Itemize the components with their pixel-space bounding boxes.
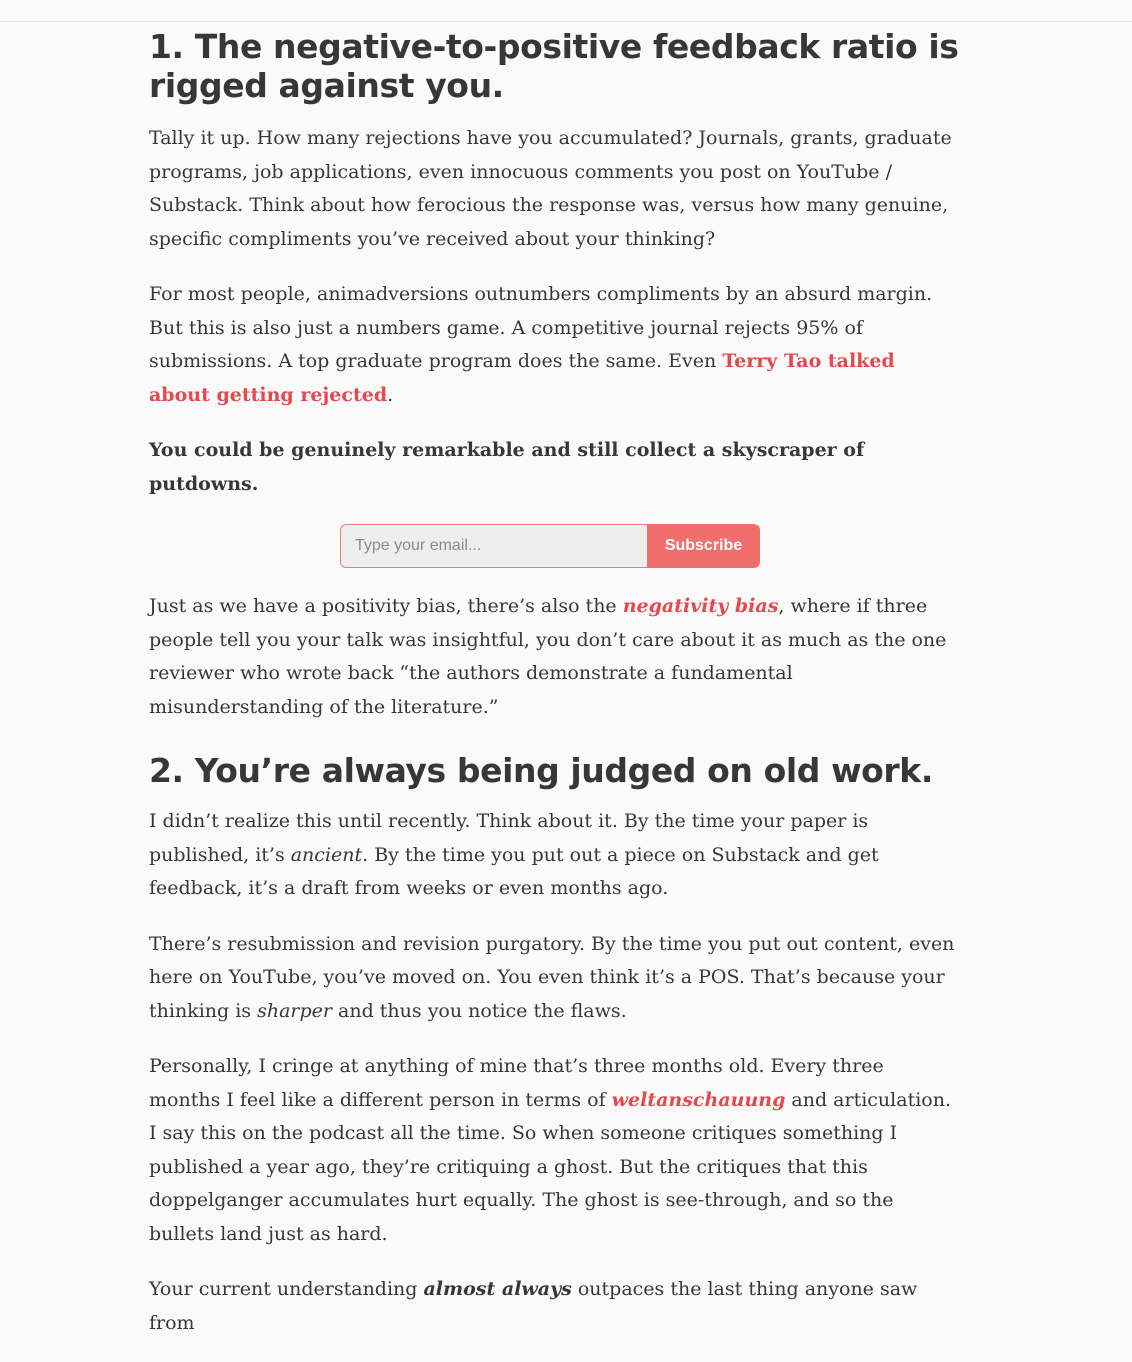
paragraph-text: Just as we have a positivity bias, there’s also the: [149, 595, 623, 617]
terry-tao-link[interactable]: Terry Tao talked about getting rejected: [149, 350, 895, 406]
paragraph: [149, 805, 959, 906]
paragraph-text: Tally it up. How many rejections have you accumulated? Journals, grants, graduate programs, job applications, even innocuous comments you post on YouTube / Substack. Think about how ferocious the response was, versus how many genuine, specific compliments you’ve received about your thinking?: [149, 127, 952, 250]
top-bar: [0, 0, 1132, 22]
paragraph-text: . By the time you put out a piece on Substack and get feedback, it’s a draft from weeks or even months ago.: [149, 843, 879, 899]
paragraph-text: and articulation. I say this on the podcast all the time. So when someone critiques something I published a year ago, they’re critiquing a ghost. But the critiques that this doppelganger accumulates hurt equally. The ghost is see-through, and so the bullets land just as hard.: [149, 1088, 951, 1245]
section-heading: 2. You’re always being judged on old work.: [149, 751, 933, 790]
paragraph-text: .: [387, 383, 394, 406]
paragraph-text: You could be genuinely remarkable and still collect a skyscraper of putdowns.: [149, 439, 865, 495]
paragraph: [149, 928, 959, 1029]
paragraph-text: and thus you notice the flaws.: [331, 999, 627, 1022]
negativity-bias-link[interactable]: negativity bias: [622, 595, 779, 617]
emphasis-text: sharper: [257, 999, 332, 1022]
bold-paragraph: [149, 434, 959, 501]
paragraph: [149, 122, 959, 256]
weltanschauung-link[interactable]: weltanschauung: [611, 1088, 786, 1111]
emphasis-text: almost always: [423, 1278, 572, 1300]
paragraph: [149, 590, 959, 724]
paragraph-text: outpaces the last thing anyone saw from: [149, 1278, 918, 1334]
paragraph: [149, 1050, 959, 1251]
article-body: [149, 21, 959, 1362]
subscribe-form: [340, 524, 760, 568]
emphasis-text: ancient: [290, 843, 363, 866]
paragraph-text: There’s resubmission and revision purgatory. By the time you put out content, even here on YouTube, you’ve moved on. You even think it’s a POS. That’s because your thinking is: [149, 932, 955, 1022]
paragraph: [149, 278, 959, 412]
email-input[interactable]: [340, 524, 647, 568]
paragraph: [149, 1273, 959, 1340]
paragraph-text: I didn’t realize this until recently. Think about it. By the time your paper is published, it’s: [149, 810, 869, 866]
paragraph-text: Your current understanding: [149, 1278, 424, 1300]
paragraph-text: For most people, animadversions outnumbers compliments by an absurd margin. But this is also just a numbers game. A competitive journal rejects 95% of submissions. A top graduate program does the same. Even: [149, 283, 933, 372]
paragraph-text: , where if three people tell you your talk was insightful, you don’t care about it as much as the one reviewer who wrote back “the authors demonstrate a fundamental misunderstanding of the literature.”: [149, 595, 947, 718]
paragraph-text: Personally, I cringe at anything of mine that’s three months old. Every three months I feel like a different person in terms of: [149, 1055, 884, 1111]
section-heading: 1. The negative-to-positive feedback ratio is rigged against you.: [149, 27, 959, 105]
subscribe-button[interactable]: Subscribe: [647, 524, 760, 568]
